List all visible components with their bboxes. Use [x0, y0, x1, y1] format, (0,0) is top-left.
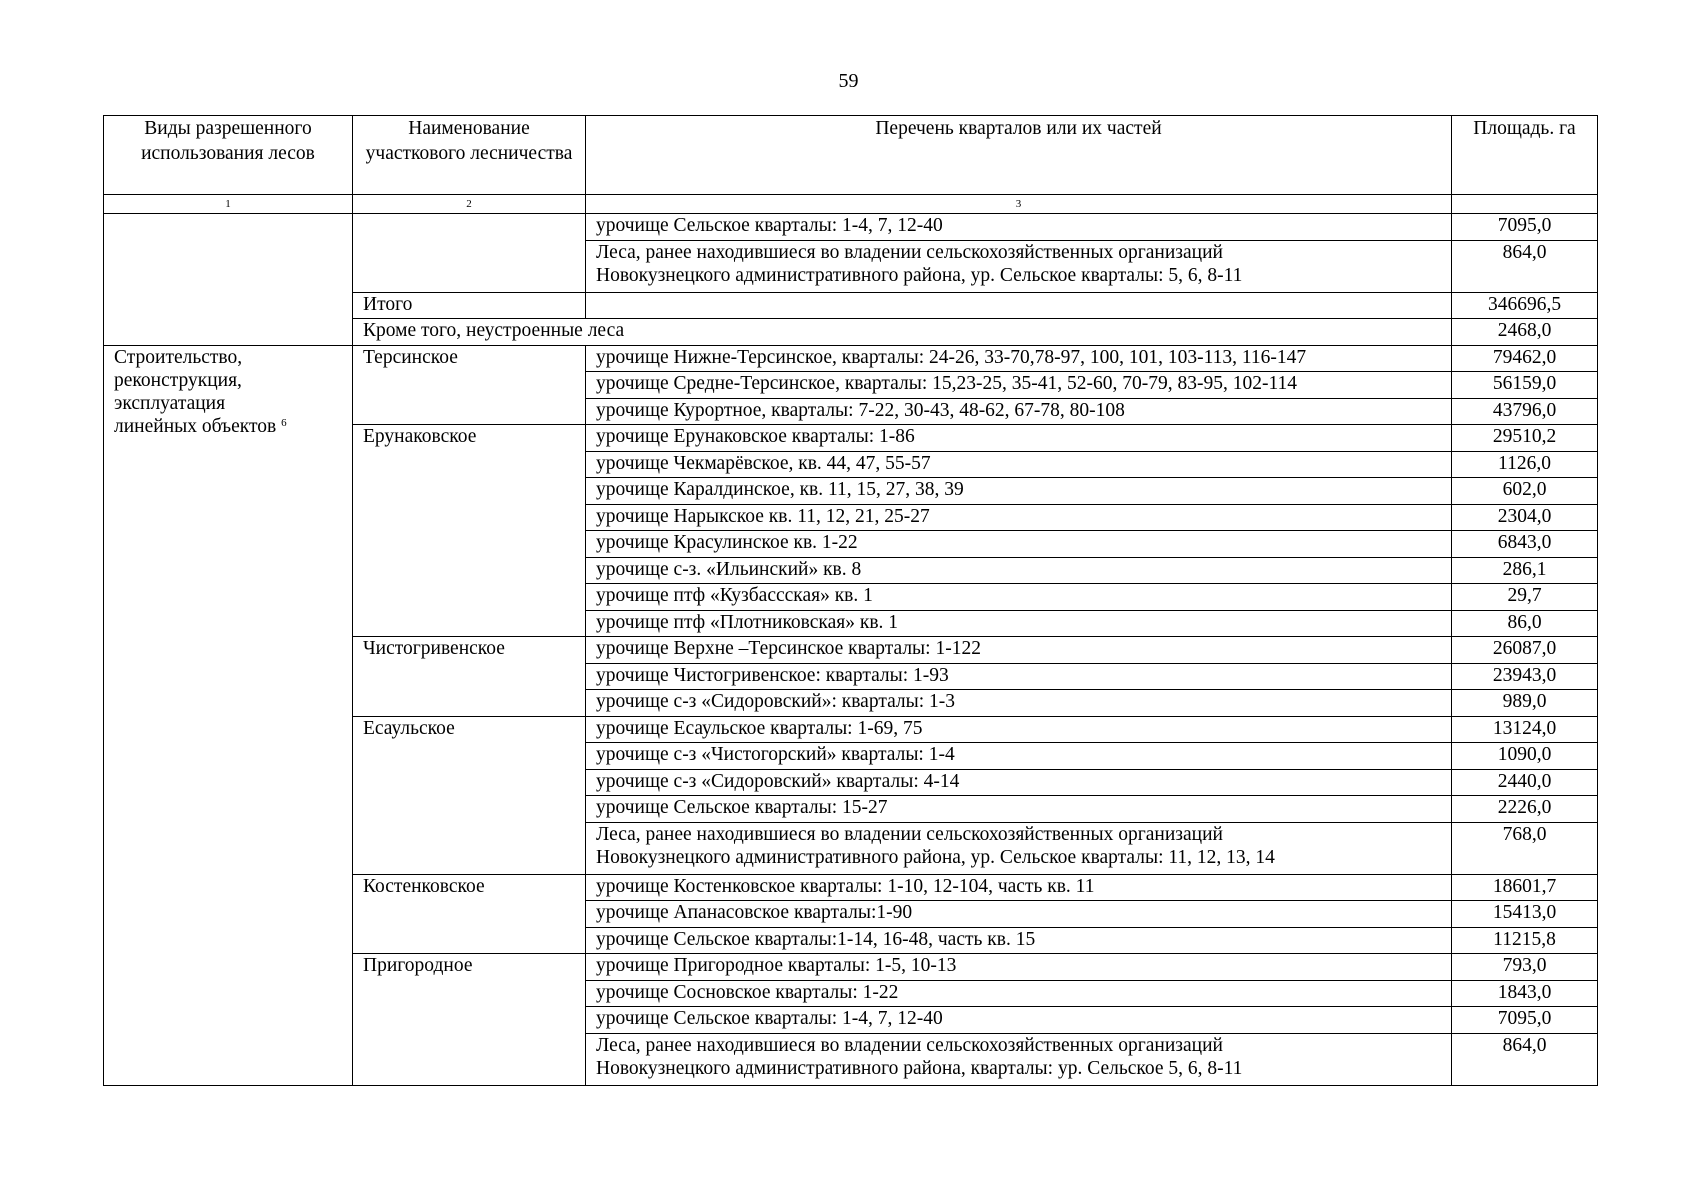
- area-cell: 768,0: [1452, 822, 1598, 874]
- page-number: 59: [838, 70, 859, 92]
- header-quarters: Перечень кварталов или их частей: [586, 116, 1452, 195]
- quarters-cell: урочище Пригородное кварталы: 1-5, 10-13: [586, 954, 1452, 981]
- area-cell: 602,0: [1452, 478, 1598, 505]
- use-type-cell: [104, 214, 353, 346]
- quarters-line: Леса, ранее находившиеся во владении сельскохозяйственных организаций: [596, 241, 1223, 263]
- forestry-cell: Костенковское: [353, 874, 586, 954]
- quarters-cell: урочище Курортное, кварталы: 7-22, 30-43, 48-62, 67-78, 80-108: [586, 398, 1452, 425]
- quarters-cell: урочище Красулинское кв. 1-22: [586, 531, 1452, 558]
- quarters-line: Леса, ранее находившиеся во владении сельскохозяйственных организаций: [596, 823, 1223, 845]
- quarters-cell: урочище Сельское кварталы: 15-27: [586, 796, 1452, 823]
- forest-use-table: [103, 115, 1598, 1086]
- header-area: Площадь. га: [1452, 116, 1598, 195]
- quarters-cell: урочище Ерунаковское кварталы: 1-86: [586, 425, 1452, 452]
- header-forestry: Наименование участкового лесничества: [353, 116, 586, 195]
- quarters-line: Новокузнецкого административного района, кварталы: ур. Сельское 5, 6, 8-11: [596, 1057, 1243, 1079]
- quarters-line: Леса, ранее находившиеся во владении сельскохозяйственных организаций: [596, 1034, 1223, 1056]
- quarters-cell: урочище с-з «Чистогорский» кварталы: 1-4: [586, 743, 1452, 770]
- quarters-cell: урочище с-з «Сидоровский» кварталы: 4-14: [586, 769, 1452, 796]
- area-cell: 2304,0: [1452, 504, 1598, 531]
- quarters-cell: [586, 1033, 1452, 1085]
- total-label: Итого: [353, 292, 586, 319]
- area-cell: 989,0: [1452, 690, 1598, 717]
- column-number: 3: [586, 195, 1452, 214]
- area-cell: 15413,0: [1452, 901, 1598, 928]
- quarters-cell: урочище с-з «Сидоровский»: кварталы: 1-3: [586, 690, 1452, 717]
- forestry-cell: [353, 214, 586, 293]
- area-cell: 29,7: [1452, 584, 1598, 611]
- column-number: 2: [353, 195, 586, 214]
- quarters-cell: урочище Сосновское кварталы: 1-22: [586, 980, 1452, 1007]
- quarters-cell: урочище Верхне –Терсинское кварталы: 1-122: [586, 637, 1452, 664]
- area-cell: 864,0: [1452, 1033, 1598, 1085]
- area-cell: 7095,0: [1452, 214, 1598, 241]
- quarters-line: Новокузнецкого административного района, ур. Сельское кварталы: 5, 6, 8-11: [596, 264, 1243, 286]
- column-number: 1: [104, 195, 353, 214]
- quarters-cell: урочище Средне-Терсинское, кварталы: 15,23-25, 35-41, 52-60, 70-79, 83-95, 102-114: [586, 372, 1452, 399]
- extra-area: 2468,0: [1452, 319, 1598, 346]
- quarters-cell: урочище Апанасовское кварталы:1-90: [586, 901, 1452, 928]
- quarters-cell: урочище птф «Кузбассская» кв. 1: [586, 584, 1452, 611]
- area-cell: 864,0: [1452, 240, 1598, 292]
- area-cell: 1843,0: [1452, 980, 1598, 1007]
- quarters-cell: урочище Каралдинское, кв. 11, 15, 27, 38, 39: [586, 478, 1452, 505]
- column-number: [1452, 195, 1598, 214]
- forestry-cell: Чистогривенское: [353, 637, 586, 717]
- quarters-cell: [586, 822, 1452, 874]
- column-number-row: [104, 195, 1598, 214]
- extra-label: Кроме того, неустроенные леса: [353, 319, 1452, 346]
- area-cell: 13124,0: [1452, 716, 1598, 743]
- quarters-cell: урочище с-з. «Ильинский» кв. 8: [586, 557, 1452, 584]
- table-body: [104, 214, 1598, 1086]
- forestry-cell: Терсинское: [353, 345, 586, 425]
- total-area: 346696,5: [1452, 292, 1598, 319]
- quarters-line: Новокузнецкого административного района, ур. Сельское кварталы: 11, 12, 13, 14: [596, 846, 1275, 868]
- area-cell: 1090,0: [1452, 743, 1598, 770]
- area-cell: 56159,0: [1452, 372, 1598, 399]
- area-cell: 6843,0: [1452, 531, 1598, 558]
- quarters-cell: урочище Чекмарёвское, кв. 44, 47, 55-57: [586, 451, 1452, 478]
- area-cell: 29510,2: [1452, 425, 1598, 452]
- header-row: [104, 116, 1598, 195]
- table-row: [104, 214, 1598, 241]
- area-cell: 793,0: [1452, 954, 1598, 981]
- use-type-line: реконструкция,: [114, 369, 242, 391]
- area-cell: 26087,0: [1452, 637, 1598, 664]
- quarters-cell: урочище Костенковское кварталы: 1-10, 12-104, часть кв. 11: [586, 874, 1452, 901]
- area-cell: 1126,0: [1452, 451, 1598, 478]
- area-cell: 286,1: [1452, 557, 1598, 584]
- quarters-cell: [586, 292, 1452, 319]
- quarters-cell: урочище Сельское кварталы: 1-4, 7, 12-40: [586, 214, 1452, 241]
- quarters-cell: урочище Нижне-Терсинское, кварталы: 24-26, 33-70,78-97, 100, 101, 103-113, 116-147: [586, 345, 1452, 372]
- area-cell: 86,0: [1452, 610, 1598, 637]
- quarters-cell: урочище Сельское кварталы: 1-4, 7, 12-40: [586, 1007, 1452, 1034]
- forestry-cell: Есаульское: [353, 716, 586, 874]
- area-cell: 7095,0: [1452, 1007, 1598, 1034]
- use-type-line: Строительство,: [114, 346, 243, 368]
- quarters-cell: урочище птф «Плотниковская» кв. 1: [586, 610, 1452, 637]
- area-cell: 11215,8: [1452, 927, 1598, 954]
- area-cell: 79462,0: [1452, 345, 1598, 372]
- area-cell: 43796,0: [1452, 398, 1598, 425]
- area-cell: 2226,0: [1452, 796, 1598, 823]
- quarters-cell: [586, 240, 1452, 292]
- area-cell: 23943,0: [1452, 663, 1598, 690]
- quarters-cell: урочище Сельское кварталы:1-14, 16-48, часть кв. 15: [586, 927, 1452, 954]
- header-use-type: Виды разрешенного использования лесов: [104, 116, 353, 195]
- quarters-cell: урочище Есаульское кварталы: 1-69, 75: [586, 716, 1452, 743]
- area-cell: 2440,0: [1452, 769, 1598, 796]
- quarters-cell: урочище Нарыкское кв. 11, 12, 21, 25-27: [586, 504, 1452, 531]
- use-type-line: линейных объектов: [114, 415, 277, 437]
- area-cell: 18601,7: [1452, 874, 1598, 901]
- use-type-cell: [104, 345, 353, 1085]
- forestry-cell: Ерунаковское: [353, 425, 586, 637]
- footnote-marker: 6: [281, 416, 287, 429]
- table-row: [104, 345, 1598, 372]
- forestry-cell: Пригородное: [353, 954, 586, 1086]
- use-type-line: эксплуатация: [114, 392, 226, 414]
- quarters-cell: урочище Чистогривенское: кварталы: 1-93: [586, 663, 1452, 690]
